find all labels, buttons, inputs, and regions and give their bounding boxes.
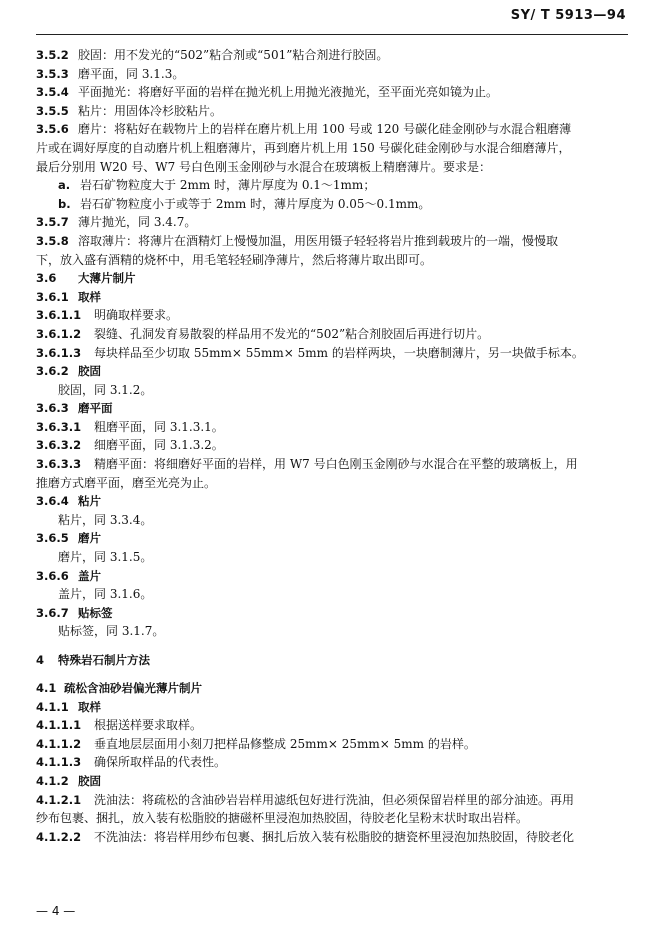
section-number: 4.1.1 — [36, 699, 69, 714]
clause-text: 平面抛光：将磨好平面的岩样在抛光机上用抛光液抛光，至平面光亮如镜为止。 — [78, 85, 499, 100]
section-number: 3.6.7 — [36, 605, 69, 620]
clause-text: 溶取薄片：将薄片在酒精灯上慢慢加温，用医用镊子轻轻将岩片推到载玻片的一端，慢慢取 — [78, 233, 559, 248]
clause-number: 4.1.2.2 — [36, 829, 82, 844]
page-number: — 4 — — [36, 904, 76, 918]
document-body — [36, 46, 628, 846]
clause-3-6-3-2 — [36, 436, 628, 455]
clause-text: 根据送样要求取样。 — [94, 718, 203, 733]
section-title: 胶固 — [78, 364, 101, 379]
clause-4-1-2-2 — [36, 828, 628, 847]
section-title: 胶固 — [78, 773, 101, 788]
section-3-6-1 — [36, 288, 628, 307]
section-3-6-4-body — [36, 511, 628, 530]
section-number: 3.6.1 — [36, 289, 69, 304]
header-rule — [36, 34, 628, 35]
clause-text: 盖片，同 3.1.6。 — [58, 587, 153, 602]
section-number: 3.6.5 — [36, 531, 69, 546]
section-3-6-5 — [36, 529, 628, 548]
clause-3-5-6-line3 — [36, 158, 628, 177]
spacer — [36, 671, 628, 679]
list-label: b. — [58, 196, 71, 211]
clause-3-5-3 — [36, 65, 628, 84]
section-3-6-6 — [36, 567, 628, 586]
clause-3-5-7 — [36, 213, 628, 232]
clause-text: 下，放入盛有酒精的烧杯中，用毛笔轻轻刷净薄片，然后将薄片取出即可。 — [36, 252, 433, 267]
clause-text: 片或在调好厚度的自动磨片机上粗磨薄片，再到磨片机上用 150 号碳化硅金刚砂与水混合细磨薄片， — [36, 140, 571, 155]
clause-text: 粘片，同 3.3.4。 — [58, 512, 153, 527]
section-title: 贴标签 — [78, 605, 113, 620]
clause-3-5-8 — [36, 232, 628, 251]
clause-number: 3.6.1.2 — [36, 326, 82, 341]
clause-text: 薄片抛光，同 3.4.7。 — [78, 215, 197, 230]
clause-text: 粗磨平面，同 3.1.3.1。 — [94, 419, 224, 434]
section-number: 3.6.4 — [36, 494, 69, 509]
clause-3-5-6-item-a — [36, 176, 628, 195]
section-title: 盖片 — [78, 568, 101, 583]
section-title: 取样 — [78, 699, 101, 714]
clause-text: 纱布包裹、捆扎，放入装有松脂胶的搪磁杯里浸泡加热胶固，待胶老化呈粉末状时取出岩样。 — [36, 811, 529, 826]
clause-3-5-6-item-b — [36, 195, 628, 214]
clause-text: 确保所取样品的代表性。 — [94, 755, 227, 770]
clause-text: 洗油法：将疏松的含油砂岩岩样用滤纸包好进行洗油，但必须保留岩样里的部分油迹。再用 — [94, 792, 575, 807]
section-4-1 — [36, 679, 628, 698]
clause-4-1-2-1-line2 — [36, 809, 628, 828]
clause-number: 3.5.2 — [36, 48, 69, 62]
section-number: 4.1 — [36, 681, 57, 695]
section-number: 3.6.2 — [36, 364, 69, 379]
section-3-6-7 — [36, 604, 628, 623]
clause-4-1-1-1 — [36, 716, 628, 735]
clause-text: 不洗油法：将岩样用纱布包裹、捆扎后放入装有松脂胶的搪瓷杯里浸泡加热胶固，待胶老化 — [94, 829, 575, 844]
section-4-1-2 — [36, 772, 628, 791]
clause-4-1-2-1 — [36, 791, 628, 810]
clause-number: 4.1.1.2 — [36, 736, 82, 751]
clause-4-1-1-2 — [36, 735, 628, 754]
clause-text: 磨片：将粘好在载物片上的岩样在磨片机上用 100 号或 120 号碳化硅金刚砂与水混合粗磨薄 — [78, 122, 572, 137]
section-3-6-6-body — [36, 585, 628, 604]
clause-number: 3.5.5 — [36, 103, 69, 118]
section-title: 疏松含油砂岩偏光薄片制片 — [64, 681, 202, 695]
section-title: 磨平面 — [78, 401, 113, 416]
section-number: 3.6 — [36, 271, 57, 286]
clause-3-6-1-3 — [36, 344, 628, 363]
section-title: 取样 — [78, 289, 101, 304]
clause-number: 3.5.8 — [36, 233, 69, 248]
clause-text: 每块样品至少切取 55mm× 55mm× 5mm 的岩样两块，一块磨制薄片，另一块做手标本。 — [94, 345, 584, 360]
clause-4-1-1-3 — [36, 753, 628, 772]
section-number: 3.6.6 — [36, 568, 69, 583]
section-3-6-5-body — [36, 548, 628, 567]
section-title: 磨片 — [78, 531, 101, 546]
clause-number: 3.5.7 — [36, 215, 69, 230]
section-title: 大薄片制片 — [78, 271, 136, 286]
clause-number: 4.1.2.1 — [36, 792, 82, 807]
list-label: a. — [58, 178, 71, 193]
clause-number: 3.5.6 — [36, 122, 69, 137]
section-3-6-4 — [36, 492, 628, 511]
clause-number: 3.6.3.2 — [36, 438, 82, 453]
standard-code-header: SY/ T 5913—94 — [510, 8, 626, 23]
clause-3-5-6 — [36, 120, 628, 139]
clause-text: 最后分别用 W20 号、W7 号白色刚玉金刚砂与水混合在玻璃板上精磨薄片。要求是： — [36, 159, 492, 174]
chapter-title: 特殊岩石制片方法 — [58, 653, 150, 667]
clause-3-6-1-2 — [36, 325, 628, 344]
clause-text: 裂缝、孔洞发育易散裂的样品用不发光的“502”粘合剂胶固后再进行切片。 — [94, 326, 490, 341]
clause-number: 3.6.1.3 — [36, 345, 82, 360]
clause-text: 细磨平面，同 3.1.3.2。 — [94, 438, 224, 453]
clause-number: 3.5.3 — [36, 66, 69, 81]
chapter-4 — [36, 649, 628, 671]
clause-3-5-8-line2 — [36, 251, 628, 270]
section-4-1-1 — [36, 698, 628, 717]
clause-3-5-6-line2 — [36, 139, 628, 158]
list-text: 岩石矿物粒度大于 2mm 时，薄片厚度为 0.1～1mm； — [80, 178, 376, 193]
section-3-6-3 — [36, 399, 628, 418]
section-3-6-7-body — [36, 622, 628, 641]
clause-text: 磨平面，同 3.1.3。 — [78, 66, 185, 81]
clause-3-5-5 — [36, 102, 628, 121]
clause-number: 3.6.3.3 — [36, 457, 82, 472]
clause-text: 推磨方式磨平面，磨至光亮为止。 — [36, 475, 217, 490]
clause-3-5-4 — [36, 83, 628, 102]
clause-text: 贴标签，同 3.1.7。 — [58, 624, 165, 639]
clause-number: 4.1.1.3 — [36, 755, 82, 770]
section-title: 粘片 — [78, 494, 101, 509]
clause-3-6-3-3 — [36, 455, 628, 474]
clause-text: 垂直地层层面用小刻刀把样品修整成 25mm× 25mm× 5mm 的岩样。 — [94, 736, 476, 751]
clause-text: 胶固：用不发光的“502”粘合剂或“501”粘合剂进行胶固。 — [78, 48, 389, 62]
clause-number: 4.1.1.1 — [36, 718, 82, 733]
clause-text: 磨片，同 3.1.5。 — [58, 550, 153, 565]
section-number: 4.1.2 — [36, 773, 69, 788]
section-3-6-2-body — [36, 381, 628, 400]
spacer — [36, 641, 628, 649]
clause-text: 胶固，同 3.1.2。 — [58, 382, 153, 397]
chapter-number: 4 — [36, 653, 45, 667]
clause-number: 3.6.1.1 — [36, 308, 82, 323]
list-text: 岩石矿物粒度小于或等于 2mm 时，薄片厚度为 0.05～0.1mm。 — [80, 196, 431, 211]
clause-3-6-1-1 — [36, 306, 628, 325]
clause-3-6-3-1 — [36, 418, 628, 437]
clause-number: 3.5.4 — [36, 85, 69, 100]
clause-text: 粘片：用固体冷杉胶粘片。 — [78, 103, 223, 118]
clause-3-5-2 — [36, 46, 628, 65]
section-number: 3.6.3 — [36, 401, 69, 416]
section-3-6-2 — [36, 362, 628, 381]
clause-3-6-3-3-line2 — [36, 474, 628, 493]
section-3-6 — [36, 269, 628, 288]
clause-number: 3.6.3.1 — [36, 419, 82, 434]
clause-text: 精磨平面：将细磨好平面的岩样，用 W7 号白色刚玉金刚砂与水混合在平整的玻璃板上，用 — [94, 457, 578, 472]
clause-text: 明确取样要求。 — [94, 308, 179, 323]
